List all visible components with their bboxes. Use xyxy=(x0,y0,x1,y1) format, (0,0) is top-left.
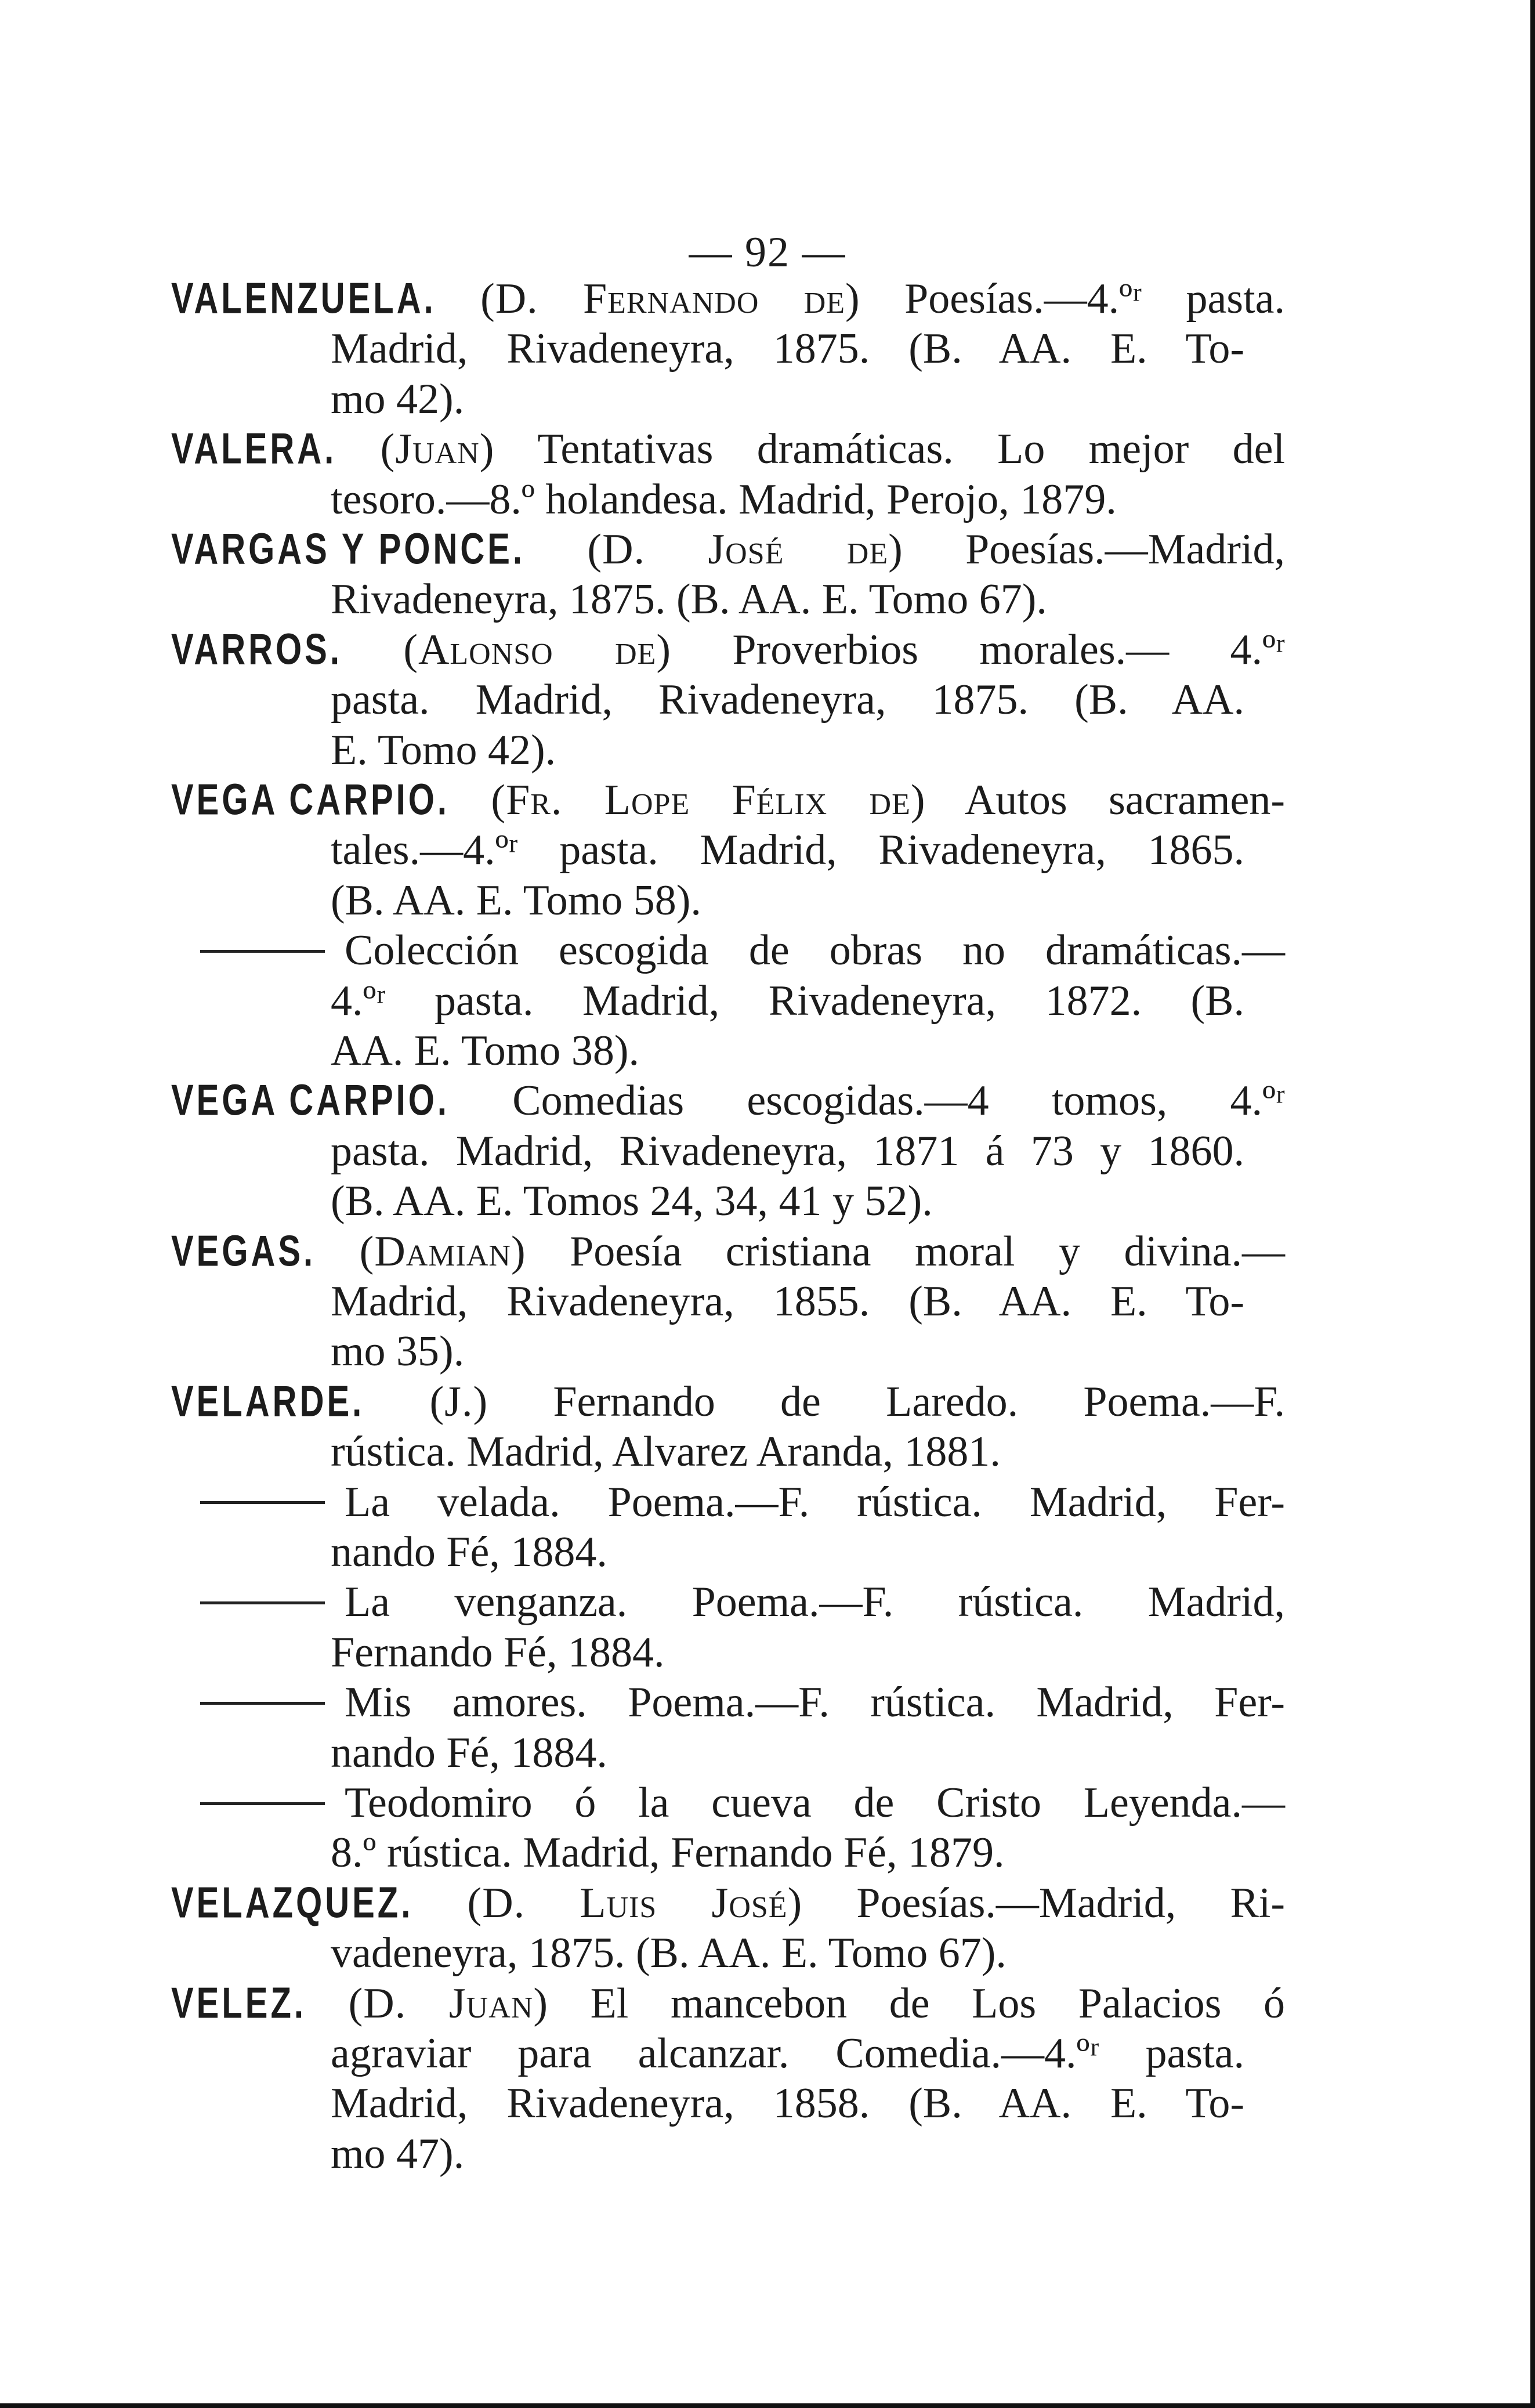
ditto-dash xyxy=(200,1802,325,1805)
entry-text: Fernando de Laredo. Poema.—F. xyxy=(553,1377,1286,1426)
entry-first-line xyxy=(171,423,1285,478)
entry-first-line xyxy=(171,1376,1285,1431)
entry-author: (D. Luis José) xyxy=(467,1879,803,1927)
ditto-entry-line xyxy=(200,1676,1285,1729)
entry-text: Madrid, Rivadeneyra, 1855. (B. AA. E. To- xyxy=(331,1278,1244,1325)
entry-first-line xyxy=(171,523,1285,579)
entry-first-line xyxy=(171,774,1285,829)
entry-text: mo 47). xyxy=(331,2129,465,2178)
entry-text: El mancebon de Los Palacios ó xyxy=(590,1979,1286,2027)
entry-text: mo 35). xyxy=(331,1328,465,1376)
ditto-entry-line xyxy=(200,1777,1285,1829)
entry-text: Poesía cristiana moral y divina.— xyxy=(570,1227,1286,1275)
entry-text: Proverbios morales.— 4.ºʳ xyxy=(732,625,1286,674)
entry-text: vadeneyra, 1875. (B. AA. E. Tomo 67). xyxy=(331,1929,1007,1977)
entry-continuation-line xyxy=(331,373,464,425)
entry-author: (J.) xyxy=(429,1377,488,1426)
entry-text: pasta. Madrid, Rivadeneyra, 1875. (B. AA. xyxy=(331,676,1244,724)
ditto-dash xyxy=(200,1601,325,1604)
entry-text: 8.º rústica. Madrid, Fernando Fé, 1879. xyxy=(331,1829,1005,1877)
entry-text: 4.ºʳ pasta. Madrid, Rivadeneyra, 1872. (B. xyxy=(331,977,1244,1025)
entry-text: E. Tomo 42). xyxy=(331,726,556,774)
ditto-dash xyxy=(200,950,325,953)
entry-heading: VELAZQUEZ. xyxy=(171,1878,414,1927)
entry-heading: VELEZ. xyxy=(171,1978,307,2027)
ditto-entry-line xyxy=(200,1476,1285,1528)
entry-continuation-line xyxy=(331,2128,464,2180)
entry-first-line xyxy=(171,273,1285,328)
entry-heading: VEGAS. xyxy=(171,1226,316,1275)
scan-border-bottom xyxy=(0,2403,1535,2408)
ditto-entry-line xyxy=(200,924,1285,977)
entry-text: AA. E. Tomo 38). xyxy=(331,1027,639,1075)
entry-continuation-line xyxy=(331,975,1244,1027)
entry-continuation-line xyxy=(331,1626,665,1679)
entry-text: Autos sacramen- xyxy=(964,776,1286,824)
entry-continuation-line xyxy=(331,1727,607,1779)
entry-continuation-line xyxy=(331,573,1047,625)
entry-heading: VALERA. xyxy=(171,424,337,473)
entry-author: (Damian) xyxy=(359,1227,526,1275)
ditto-dash xyxy=(200,1702,325,1705)
entry-first-line xyxy=(171,1075,1285,1130)
entry-text: mo 42). xyxy=(331,375,465,423)
entry-heading: VARROS. xyxy=(171,624,342,674)
entry-text: Fernando Fé, 1884. xyxy=(331,1628,665,1676)
entry-text: rústica. Madrid, Alvarez Aranda, 1881. xyxy=(331,1428,1001,1476)
entry-text: Mis amores. Poema.—F. rústica. Madrid, Fer- xyxy=(345,1679,1285,1727)
entry-author: (D. José de) xyxy=(587,526,903,573)
entry-author: (Juan) xyxy=(380,425,495,473)
entry-heading: VEGA CARPIO. xyxy=(171,775,450,825)
entry-text: Madrid, Rivadeneyra, 1858. (B. AA. E. To- xyxy=(331,2080,1244,2128)
entry-heading: VEGA CARPIO. xyxy=(171,1076,450,1125)
entry-text: Colección escogida de obras no dramáticas.— xyxy=(345,927,1285,975)
entry-author: (Fr. Lope Félix de) xyxy=(491,776,926,824)
entry-text: Poesías.—Madrid, xyxy=(965,526,1286,573)
entry-continuation-line xyxy=(331,1125,1244,1177)
entry-author: (D. Juan) xyxy=(348,1979,548,2027)
entry-text: nando Fé, 1884. xyxy=(331,1729,607,1777)
entry-text: (B. AA. E. Tomos 24, 34, 41 y 52). xyxy=(331,1177,933,1225)
ditto-entry-line xyxy=(200,1576,1285,1628)
entry-text: Poesías.—Madrid, Ri- xyxy=(856,1879,1286,1927)
entry-text: Teodomiro ó la cueva de Cristo Leyenda.— xyxy=(345,1779,1285,1827)
entry-continuation-line xyxy=(331,874,701,927)
ditto-dash xyxy=(200,1501,325,1504)
entry-first-line xyxy=(171,1977,1285,2033)
page-number: — 92 — xyxy=(689,229,846,276)
entry-text: pasta. Madrid, Rivadeneyra, 1871 á 73 y 1860. xyxy=(331,1127,1244,1175)
entry-author: (D. Fernando de) xyxy=(480,275,860,323)
entry-first-line xyxy=(171,1225,1285,1281)
entry-continuation-line xyxy=(331,1526,607,1578)
entry-text: tesoro.—8.º holandesa. Madrid, Perojo, 1879. xyxy=(331,475,1117,523)
entry-text: (B. AA. E. Tomo 58). xyxy=(331,876,701,924)
entry-heading: VARGAS Y PONCE. xyxy=(171,524,526,574)
entry-text: Poesías.—4.ºʳ pasta. xyxy=(904,275,1285,323)
entry-author: (Alonso de) xyxy=(403,625,672,674)
entry-text: nando Fé, 1884. xyxy=(331,1528,607,1576)
entry-heading: VELARDE. xyxy=(171,1376,365,1426)
scan-border-right xyxy=(1530,0,1535,2408)
entry-text: La venganza. Poema.—F. rústica. Madrid, xyxy=(345,1578,1285,1626)
entry-text: Tentativas dramáticas. Lo mejor del xyxy=(537,425,1286,473)
entry-continuation-line xyxy=(331,2077,1244,2129)
entry-continuation-line xyxy=(331,1426,1001,1478)
entry-heading: VALENZUELA. xyxy=(171,273,436,323)
entry-continuation-line xyxy=(331,1175,933,1227)
entry-text: Comedias escogidas.—4 tomos, 4.ºʳ xyxy=(512,1077,1285,1125)
entry-text: Madrid, Rivadeneyra, 1875. (B. AA. E. To- xyxy=(331,325,1244,373)
entry-text: La velada. Poema.—F. rústica. Madrid, Fer- xyxy=(345,1478,1285,1526)
entry-continuation-line xyxy=(331,1275,1244,1328)
entry-continuation-line xyxy=(331,1827,1005,1879)
entry-continuation-line xyxy=(331,824,1244,876)
entry-text: agraviar para alcanzar. Comedia.—4.ºʳ pasta. xyxy=(331,2030,1244,2077)
entry-continuation-line xyxy=(331,1927,1007,1979)
entry-text: Rivadeneyra, 1875. (B. AA. E. Tomo 67). xyxy=(331,576,1047,624)
entry-first-line xyxy=(171,624,1285,679)
entry-text: tales.—4.ºʳ pasta. Madrid, Rivadeneyra, 1865. xyxy=(331,826,1244,874)
entry-continuation-line xyxy=(331,674,1244,726)
entry-continuation-line xyxy=(331,323,1244,375)
entry-first-line xyxy=(171,1877,1285,1932)
entry-continuation-line xyxy=(331,2027,1244,2080)
